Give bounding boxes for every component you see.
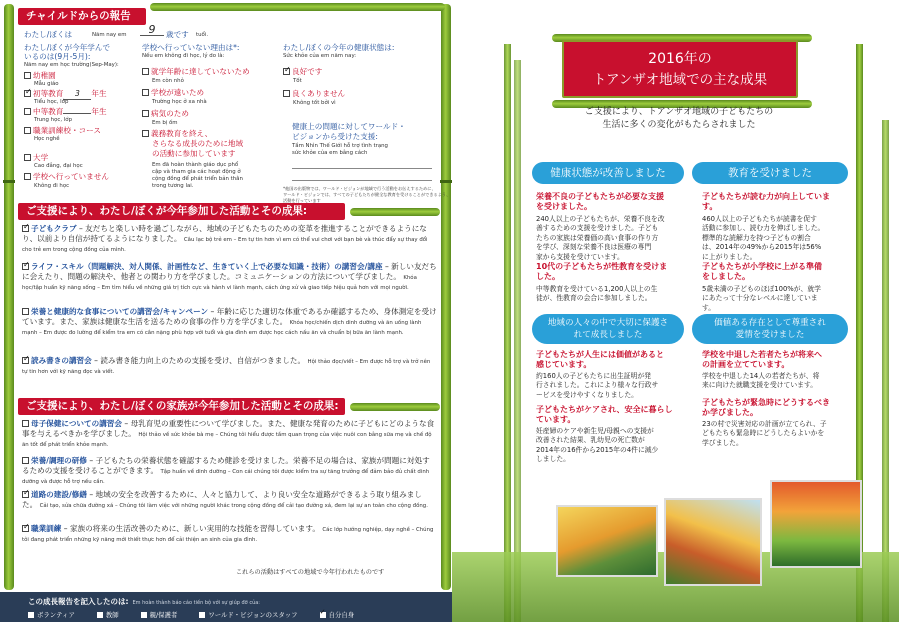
footer-label: この成長報告を記入したのは: Em hoàn thành báo cáo tiến bộ với sự giúp đỡ của: bbox=[28, 597, 260, 606]
checkbox-checked[interactable] bbox=[22, 263, 29, 270]
grade-field[interactable]: 3 bbox=[63, 89, 91, 100]
checkbox-checked[interactable] bbox=[22, 225, 29, 232]
checkbox-checked[interactable] bbox=[24, 90, 31, 97]
checkbox-checked[interactable] bbox=[22, 357, 29, 364]
noschool-question-jp: 学校へ行っていない理由は*: bbox=[142, 43, 240, 52]
health-question-jp: わたし/ぼくの今年の健康状態は: bbox=[283, 43, 395, 52]
achievements-panel bbox=[452, 0, 899, 622]
heading-safe-care: 子どもたちがケアされ、安全に暮らし bbox=[536, 405, 673, 414]
noschool-opt-far[interactable]: 学校が遠いため bbox=[142, 88, 204, 98]
bamboo-divider bbox=[350, 208, 440, 216]
body-school-ready: 5歳未満の子どものほぼ100%が、就学 にあたって十分なレベルに達していま す。 bbox=[702, 285, 821, 312]
footer-completed-by bbox=[0, 592, 452, 622]
noschool-opt-text: さらなる成長のために地域 bbox=[152, 139, 244, 148]
family-road-construction: ✓道路の建設/修繕 – 地域の安全を改善するために、人々と協力して、より良い安全な道路ができるよう取り組みました。 Cải tạo, sửa chữa đường xá – Chúng tôi làm việc với những người khác trong cộng đồng để cải tạo đường xá, đem lại sự an toàn cho cộng đồng. bbox=[22, 490, 437, 510]
footnote: *他国の出版物では、ワールド・ビジョンが地域で行う活動をお伝えするために、 bbox=[283, 186, 436, 191]
school-opt-none[interactable]: 学校へ行っていません bbox=[24, 172, 109, 182]
heading-sex-education: した。 bbox=[536, 272, 560, 281]
checkbox-checked[interactable] bbox=[22, 491, 29, 498]
noschool-opt-vi: Em đã hoàn thành giáo dục phổ bbox=[152, 162, 239, 168]
heading-emergency: か学びました。 bbox=[702, 408, 758, 417]
child-drawing-2 bbox=[664, 498, 762, 586]
footer-opt-self[interactable]: ✓ 自分自身 bbox=[320, 610, 355, 619]
vision-question-jp: 健康上の問題に対してワールド・ bbox=[292, 122, 406, 131]
pill-text: 愛情を受けました bbox=[735, 330, 805, 340]
checkbox[interactable] bbox=[24, 154, 31, 161]
child-drawing-3 bbox=[770, 480, 862, 568]
noschool-opt-completed[interactable]: 義務教育を終え、 bbox=[142, 129, 212, 139]
body-sex-education: 中等教育を受けている1,200人以上の生 徒が、性教育の会合に参加しました。 bbox=[536, 285, 658, 303]
footnote: 活動を行っています bbox=[283, 198, 321, 203]
noschool-opt-text: の活動に参加しています bbox=[152, 149, 236, 158]
noschool-opt-vi: Em bị ốm bbox=[152, 120, 178, 126]
checkbox[interactable] bbox=[24, 173, 31, 180]
school-question-jp1: わたし/ぼくが今年学んで bbox=[24, 43, 111, 52]
noschool-opt-vi: cộng đồng để phát triển bản thân bbox=[152, 176, 243, 182]
heading-reading: 子どもたちが読む力が向上していま bbox=[702, 192, 830, 201]
title-line-1: 2016年の bbox=[648, 51, 712, 67]
title-banner bbox=[562, 40, 798, 98]
activity-nutrition: 栄養と健康的な食事についての講習会/キャンペーン – 年齢に応じた適切な体重であるか確認するため、身体測定を受けています。また、家族は健康な生活を送るための食事の作り方を学びました。 Khóa học/chiến dịch dinh dưỡng và ăn uống lành mạnh – Em được đo lường để kiểm tra em có cân nặng phù hợp với tuổi và gia đình em được học cách nấu ăn và chuẩn bị bữa ăn lành mạnh. bbox=[22, 307, 437, 336]
activity-life-skills: ✓ライフ・スキル（問題解決、対人関係、計画性など、生きていく上で必要な知識・技術）の講習会/講座 – 新しい友だちに会えたり、問題の解決や、他者との関わり方を学びました。コミュニケーションの方法について学びました。 Khóa học/tập huấn kỹ năng sống – Em tìm hiểu về những giá trị tích cực và hành vi lành mạnh, cách ứng xử và giao tiếp hiệu quả hơn với mọi người. bbox=[22, 262, 437, 292]
footer-options bbox=[28, 610, 354, 619]
pill-text: 地域の人々の中で大切に保護さ bbox=[547, 318, 669, 328]
noschool-opt-ill[interactable]: 病気のため bbox=[142, 109, 189, 119]
body-emergency: 23の村で災害対応の計画が立てられ、子 どもたちも緊急時にどうしたらよいかを 学びました。 bbox=[702, 420, 827, 447]
heading-malnutrition: 栄養不良の子どもたちが必要な支援 bbox=[536, 192, 664, 201]
school-opt-primary[interactable]: ✓初等教育 3 年生 bbox=[24, 89, 107, 100]
checkbox[interactable] bbox=[24, 72, 31, 79]
body-birth-cert: 約160人の子どもたちに出生証明が発 行されました。これにより様々な行政サ ービスを受けやすくなりました。 bbox=[536, 372, 659, 399]
bamboo-top bbox=[150, 3, 445, 11]
school-opt-vi: Học nghề bbox=[34, 136, 60, 142]
footer-opt-staff[interactable]: ワールド・ビジョンのスタッフ bbox=[199, 610, 297, 619]
intro-line: ご支援により、トアンザオ地域の子どもたちの bbox=[584, 107, 774, 117]
activity-kids-club: ✓子どもクラブ – 友だちと楽しい時を過ごしながら、地域の子どもたちのための変革を推進することができるようになり、以前より自信が持てるようになりました。 Câu lạc bộ trẻ em – Em tự tin hơn vì em có thể vui chơi với bạn bè và thúc đẩy sự thay đổi cho trẻ em trong cộng đồng của mình. bbox=[22, 224, 437, 254]
age-suffix-jp: 歳です bbox=[166, 30, 189, 39]
bamboo-divider bbox=[350, 403, 440, 411]
vision-question-vi: Tầm Nhìn Thế Giới hỗ trợ tình trạng bbox=[292, 143, 388, 149]
school-question-vi: Năm nay em học trường(Sep-May): bbox=[24, 62, 119, 68]
noschool-opt-vi: Em còn nhỏ bbox=[152, 78, 184, 84]
body-reading: 460人以上の子どもたちが読書を促す 活動に参加し、読む力を伸ばしました。 標準的な読解力を持つ子どもの割合 は、2014年の49%から2015年は56% に上がりました。 bbox=[702, 215, 825, 261]
noschool-opt-vi: trong tương lai. bbox=[152, 183, 194, 189]
bamboo-left bbox=[4, 4, 14, 590]
section-header-activities: ご支援により、わたし/ぼくが今年参加した活動とその成果: bbox=[18, 203, 345, 220]
noschool-opt-vi: cập và tham gia các hoạt động ở bbox=[152, 169, 241, 175]
school-opt-vi: Cao đẳng, đại học bbox=[34, 163, 83, 169]
school-opt-kindergarten[interactable]: 幼稚園 bbox=[24, 71, 56, 81]
noschool-opt-age[interactable]: 就学年齢に達していないため bbox=[142, 67, 250, 77]
bamboo-stalk bbox=[882, 120, 889, 622]
vision-question-vi: sức khỏe của em bằng cách bbox=[292, 150, 368, 156]
school-question-jp2: いるのは(9月-5月): bbox=[24, 52, 91, 61]
body-malnutrition: 240人以上の子どもたちが、栄養不良を改 善するための支援を受けました。子ども たちの家族は栄養価の高い食事の作り方 を学び、深刻な栄養不良は医療の専門 家から支援を受けています。 bbox=[536, 215, 665, 261]
checkbox-checked[interactable] bbox=[22, 525, 29, 532]
health-opt-vi: Tốt bbox=[293, 78, 302, 84]
checkbox[interactable] bbox=[142, 130, 149, 137]
health-opt-bad[interactable]: 良くありません bbox=[283, 89, 345, 99]
pill-protected bbox=[532, 314, 684, 344]
bamboo-stalk bbox=[514, 60, 521, 622]
checkbox[interactable] bbox=[283, 90, 290, 97]
section-header-report: チャイルドからの報告 bbox=[18, 8, 146, 25]
heading-emergency: 子どもたちが緊急時にどうするべき bbox=[702, 398, 830, 407]
checkbox[interactable] bbox=[22, 308, 29, 315]
bamboo-stalk bbox=[504, 44, 511, 622]
pill-health: 健康状態が改善しました bbox=[532, 162, 684, 184]
body-safe-care: 妊産婦のケアや新生児/母親への支援が 改善された結果、乳幼児の死亡数が 2014年の16件から2015年の4件に減少 しました。 bbox=[536, 427, 659, 464]
heading-birth-cert: 感じています。 bbox=[536, 360, 592, 369]
checkbox[interactable] bbox=[24, 127, 31, 134]
health-opt-good[interactable]: ✓良好です bbox=[283, 67, 322, 77]
checkbox-checked[interactable] bbox=[320, 612, 326, 618]
heading-birth-cert: 子どもたちが人生には価値があると bbox=[536, 350, 664, 359]
checkbox[interactable] bbox=[28, 612, 34, 618]
checkbox[interactable] bbox=[22, 457, 29, 464]
pill-text: れて成長しました bbox=[573, 330, 643, 340]
name-prefix-vi: Năm nay em bbox=[92, 32, 127, 38]
footnote: ワールド・ビジョンでは、すべての子どもたちが健全な教育を受けることができるよう、 bbox=[283, 192, 451, 197]
footer-opt-parent[interactable]: 親/保護者 bbox=[141, 610, 178, 619]
school-opt-vi: Không đi học bbox=[34, 183, 70, 189]
child-drawing-1 bbox=[556, 505, 658, 577]
title-line-2: トアンザオ地域での主な成果 bbox=[592, 72, 768, 88]
pill-respected bbox=[692, 314, 848, 344]
school-opt-vi: Trung học, lớp bbox=[34, 117, 73, 123]
checkbox[interactable] bbox=[24, 108, 31, 115]
vision-line[interactable] bbox=[292, 168, 432, 169]
footer-opt-teacher[interactable]: 教師 bbox=[97, 610, 119, 619]
heading-school-ready: 子どもたちが小学校に上がる準備 bbox=[702, 262, 822, 271]
heading-dropout-youth: 学校を中退した若者たちが将来へ bbox=[702, 350, 822, 359]
health-question-vi: Sức khỏe của em năm nay: bbox=[283, 53, 357, 59]
heading-dropout-youth: の計画を立てています。 bbox=[702, 360, 790, 369]
school-opt-vi: Mẫu giáo bbox=[34, 81, 59, 87]
pill-text: 価値ある存在として尊重され bbox=[714, 318, 826, 328]
heading-school-ready: をしました。 bbox=[702, 272, 750, 281]
family-nutrition-training: 栄養/調理の研修 – 子どもたちの栄養状態を確認するため健診を受けました。栄養不足の場合は、家族が問題に対処するための支援を受けることができます。 Tập huấn về dinh dưỡng – Con cái chúng tôi được kiểm tra sự tăng trưởng để đảm bảo đủ chất dinh dưỡng và được hỗ trợ nếu cần. bbox=[22, 456, 430, 485]
age-suffix-vi: tuổi. bbox=[196, 32, 209, 38]
heading-malnutrition: を受けました。 bbox=[536, 202, 592, 211]
activity-literacy: ✓読み書きの講習会 – 読み書き能力向上のための支援を受け、自信がつきました。 Hội thảo đọc/viết – Em được hỗ trợ và trở nên tự tin hơn với kỹ năng đọc và viết. bbox=[22, 356, 437, 376]
family-maternal-health: 母子保健についての講習会 – 母乳育児の重要性について学びました。また、健康な発育のために子どもにどのような食事を与えるべきかを学びました。 Hội thảo về sức khỏe bà mẹ – Chúng tôi hiểu được tầm quan trọng của việc nuôi con bằng sữa mẹ và chế độ ăn tốt để phát triển khỏe mạnh. bbox=[22, 419, 435, 448]
name-prefix-jp: わたし/ぼくは bbox=[24, 30, 73, 39]
intro-text bbox=[524, 106, 834, 132]
checkbox[interactable] bbox=[141, 612, 147, 618]
heading-safe-care: ています。 bbox=[536, 415, 576, 424]
section-header-family: ご支援により、わたし/ぼくの家族が今年参加した活動とその成果: bbox=[18, 398, 345, 415]
footer-opt-volunteer[interactable]: ボランティア bbox=[28, 610, 75, 619]
noschool-question-vi: Nếu em không đi học, lý do là: bbox=[142, 53, 225, 59]
family-vocational-training: ✓職業訓練 – 家族の将来の生活改善のために、新しい実用的な技能を習得しています。 Các lớp hướng nghiệp, dạy nghề – Chúng tôi đang phát triển những kỹ năng mới thiết thực hơn để cải thiện an sinh của gia đình. bbox=[22, 524, 437, 544]
heading-reading: す。 bbox=[702, 202, 718, 211]
vision-line[interactable] bbox=[292, 180, 432, 181]
checkbox[interactable] bbox=[142, 68, 149, 75]
age-field[interactable]: 9 bbox=[140, 25, 164, 36]
health-opt-vi: Không tốt bởi vì bbox=[293, 100, 336, 106]
intro-line: 生活に多くの変化がもたらされました bbox=[602, 120, 756, 130]
checkbox[interactable] bbox=[142, 110, 149, 117]
checkbox[interactable] bbox=[199, 612, 205, 618]
checkbox-checked[interactable] bbox=[283, 68, 290, 75]
pill-education: 教育を受けました bbox=[692, 162, 848, 184]
noschool-opt-vi: Trường học ở xa nhà bbox=[152, 99, 207, 105]
school-opt-vi: Tiểu học, lớp bbox=[34, 99, 69, 105]
school-opt-vocational[interactable]: 職業訓練校・コース bbox=[24, 126, 101, 136]
checkbox[interactable] bbox=[142, 89, 149, 96]
heading-sex-education: 10代の子どもたちが性教育を受けま bbox=[536, 262, 668, 271]
bamboo-right bbox=[441, 4, 451, 590]
vision-question-jp: ビジョンから受けた支援: bbox=[292, 132, 378, 141]
school-opt-secondary[interactable]: 中等教育 年生 bbox=[24, 107, 107, 117]
checkbox[interactable] bbox=[97, 612, 103, 618]
body-dropout-youth: 学校を中退した14人の若者たちが、将 来に向けた就職支援を受けています。 bbox=[702, 372, 820, 390]
activities-note: これらの活動はすべての地域で今年行われたものです bbox=[236, 569, 385, 576]
checkbox[interactable] bbox=[22, 420, 29, 427]
school-opt-university[interactable]: 大学 bbox=[24, 153, 48, 163]
